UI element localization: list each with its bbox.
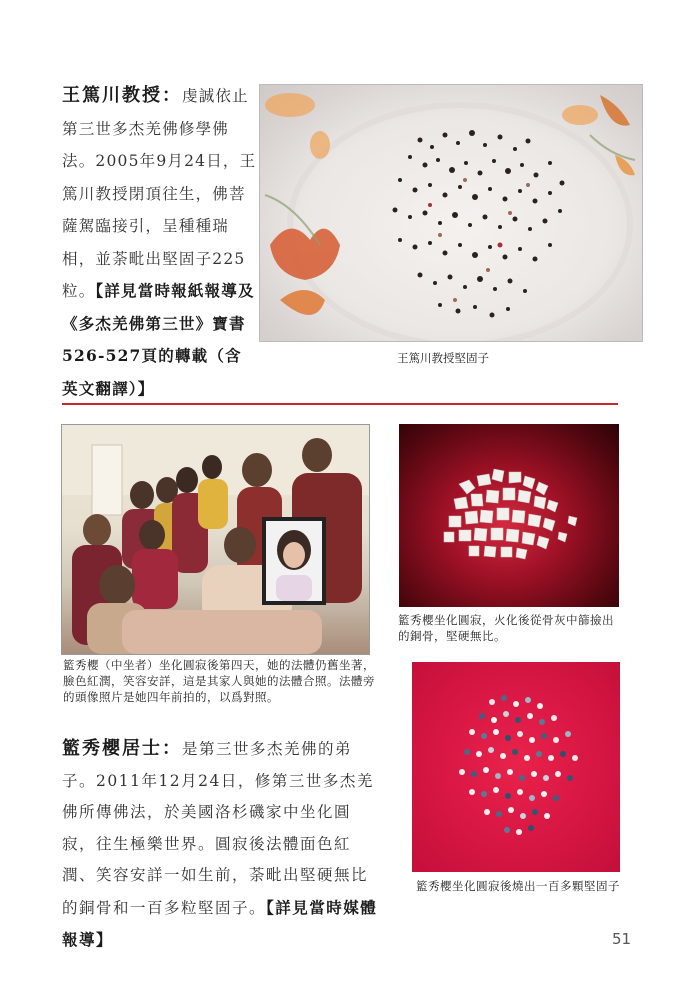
page-number: 51 (612, 930, 632, 948)
wang-relics-plate-photo (259, 84, 643, 342)
wang-relics-caption: 王篤川教授堅固子 (397, 351, 489, 365)
lan-xiuying-paragraph (62, 733, 384, 957)
family-group-photo (61, 424, 370, 655)
lan-xiuying-reference: 【詳見當時媒體報導】 (62, 897, 378, 949)
colored-relics-caption: 籃秀櫻坐化圓寂後燒出一百多顆堅固子 (416, 879, 620, 893)
section-divider (62, 403, 618, 405)
wang-duchuan-paragraph (62, 80, 258, 405)
lan-xiuying-name: 籃秀櫻居士： (62, 738, 182, 759)
bone-relics-caption: 籃秀櫻坐化圓寂，火化後從骨灰中篩撿出的銅骨，堅硬無比。 (398, 613, 614, 643)
wang-duchuan-body: 虔誠依止第三世多杰羌佛修學佛法。2005年9月24日，王篤川教授閉頂往生，佛菩薩駕臨接引，呈種種瑞相，並荼毗出堅固子225粒。 (62, 87, 257, 300)
colored-relics-photo (412, 662, 620, 872)
wang-duchuan-name: 王篤川教授： (62, 85, 182, 106)
lan-xiuying-body: 是第三世多杰羌佛的弟子。2011年12月24日，修第三世多杰羌佛所傳佛法，於美國洛杉磯家中坐化圓寂，往生極樂世界。圓寂後法體面色紅潤、笑容安詳一如生前，荼毗出堅硬無比的銅骨和一百多粒堅固子。 (62, 740, 374, 917)
bone-relics-photo (399, 424, 619, 607)
family-photo-caption: 籃秀櫻（中坐者）坐化圓寂後第四天，她的法體仍舊坐著，臉色紅潤，笑容安詳，這是其家人與她的法體合照。法體旁的頭像照片是她四年前拍的，以爲對照。 (63, 658, 375, 704)
wang-duchuan-reference: 【詳見當時報紙報導及《多杰羌佛第三世》寶書526-527頁的轉載（含英文翻譯）】 (62, 281, 255, 398)
